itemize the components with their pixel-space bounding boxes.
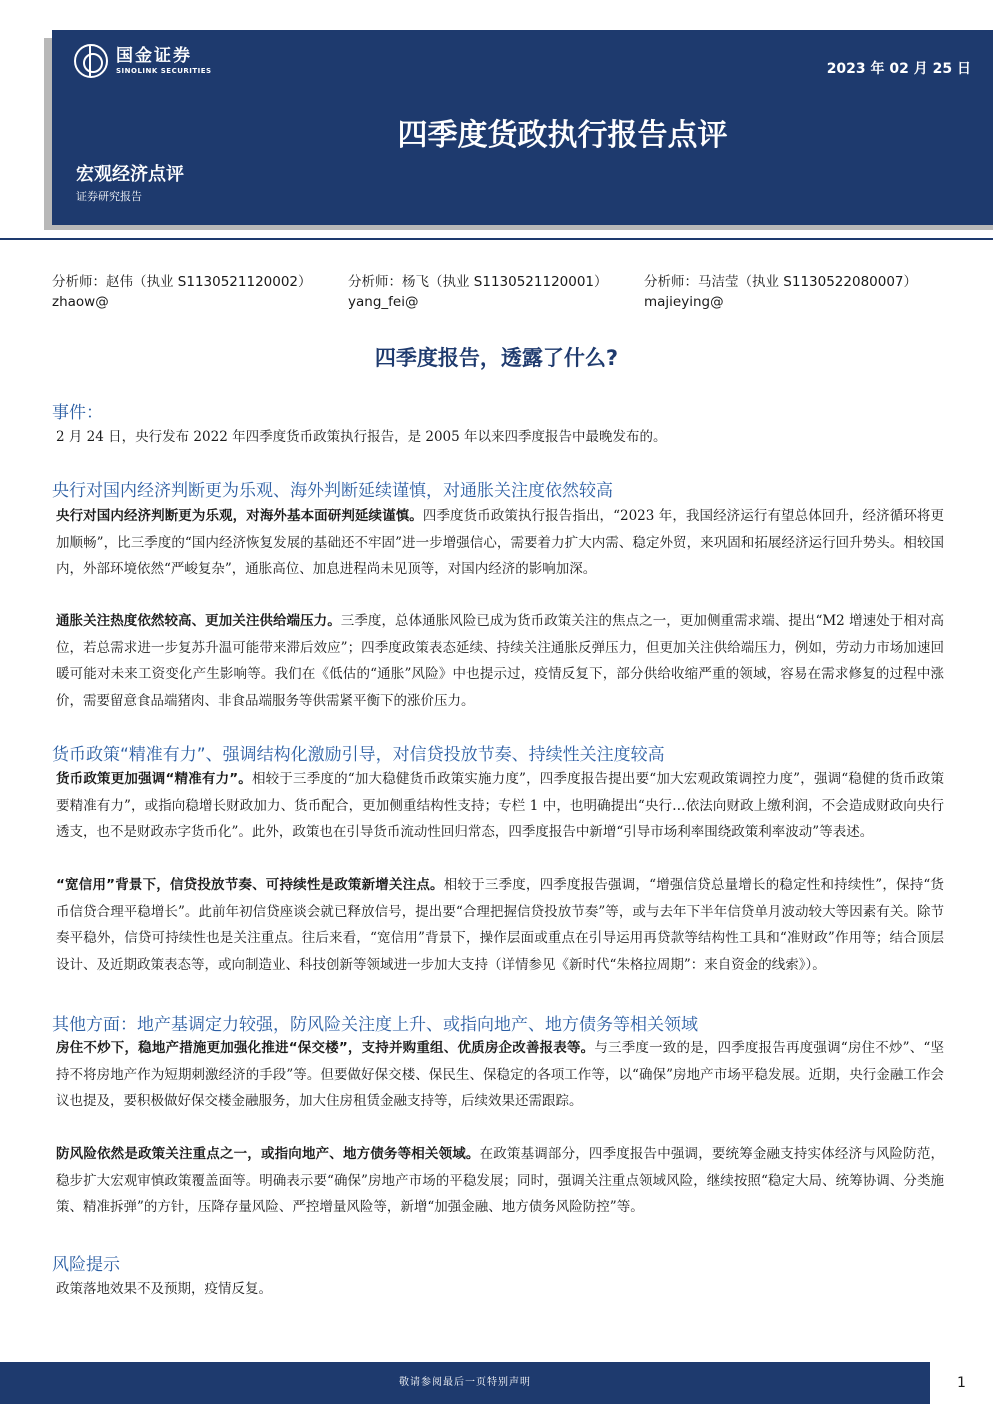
risk-heading: 风险提示 <box>52 1255 120 1275</box>
report-title: 四季度货政执行报告点评 <box>397 118 728 153</box>
paragraph-lead: 央行对国内经济判断更为乐观，对海外基本面研判延续谨慎。 <box>56 508 423 524</box>
analyst-email[interactable]: yang_fei@ <box>348 294 419 310</box>
company-logo <box>74 44 212 78</box>
paragraph-lead: 货币政策更加强调“精准有力”。 <box>56 771 252 787</box>
report-date: 2023 年 02 月 25 日 <box>826 61 971 77</box>
logo-name-en: SINOLINK SECURITIES <box>116 67 212 75</box>
report-category: 宏观经济点评 <box>76 164 184 185</box>
section-heading-monetary: 货币政策“精准有力”、强调结构化激励引导，对信贷投放节奏、持续性关注度较高 <box>52 745 665 765</box>
paragraph <box>56 1141 944 1221</box>
risk-text: 政策落地效果不及预期，疫情反复。 <box>56 1281 272 1297</box>
footer-notice: 敬请参阅最后一页特别声明 <box>0 1362 930 1404</box>
analyst-name: 分析师：马洁莹（执业 S1130522080007） <box>644 274 918 290</box>
paragraph <box>56 608 944 714</box>
report-header <box>52 30 993 225</box>
paragraph-lead: 防风险依然是政策关注重点之一，或指向地产、地方债务等相关领域。 <box>56 1146 480 1162</box>
paragraph-body: 相较于三季度，四季度报告强调，“增强信贷总量增长的稳定性和持续性”，保持“货币信贷合理平稳增长”。此前年初信贷座谈会就已释放信号，提出要“合理把握信贷投放节奏”等，或与去年下半年信贷单月波动较大等因素有关。除节奏平稳外，信贷可持续性也是关注重点。往后来看，“宽信用”背景下，操作层面或重点在引导运用再贷款等结构性工具和“准财政”作用等；结合顶层设计、及近期政策表态等，或向制造业、科技创新等领域进一步加大支持（详情参见《新时代“朱格拉周期”：来自资金的线索》）。 <box>56 877 944 973</box>
paragraph <box>56 766 944 846</box>
paragraph-body: 三季度，总体通胀风险已成为货币政策关注的焦点之一，更加侧重需求端、提出“M2 增速处于相对高位，若总需求进一步复苏升温可能带来滞后效应”；四季度政策表态延续、持续关注通胀反弹压力，但更加关注供给端压力，例如，劳动力市场加速回暖可能对未来工资变化产生影响等。我们在《低估的“通胀”风险》中也提示过，疫情反复下，部分供给收缩严重的领域，容易在需求修复的过程中涨价，需要留意食品端猪肉、非食品端服务等供需紧平衡下的涨价压力。 <box>56 613 944 709</box>
paragraph-body: 相较于三季度的“加大稳健货币政策实施力度”，四季度报告提出要“加大宏观政策调控力度”，强调“稳健的货币政策要精准有力”，或指向稳增长财政加力、货币配合，更加侧重结构性支持；专栏 1 中，也明确提出“央行…依法向财政上缴利润，不会造成财政向央行透支，也不是财政赤字货币化”。此外，政策也在引导货币流动性回归常态，四季度报告中新增“引导市场利率围绕政策利率波动”等表述。 <box>56 771 944 840</box>
analyst-item <box>644 272 940 312</box>
main-title: 四季度报告，透露了什么? <box>374 346 619 370</box>
paragraph <box>56 503 944 583</box>
paragraph-body: 在政策基调部分，四季度报告中强调，要统筹金融支持实体经济与风险防范，稳步扩大宏观审慎政策覆盖面等。明确表示要“确保”房地产市场的平稳发展；同时，强调关注重点领域风险，继续按照“稳定大局、统筹协调、分类施策、精准拆弹”的方针，压降存量风险、严控增量风险等，新增“加强金融、地方债务风险防控”等。 <box>56 1146 945 1215</box>
event-text: 2 月 24 日，央行发布 2022 年四季度货币政策执行报告，是 2005 年以来四季度报告中最晚发布的。 <box>56 429 667 445</box>
report-subcategory: 证券研究报告 <box>76 190 142 203</box>
paragraph-lead: 房住不炒下，稳地产措施更加强化推进“保交楼”，支持并购重组、优质房企改善报表等。 <box>56 1040 595 1056</box>
paragraph <box>56 872 944 978</box>
analyst-item <box>348 272 644 312</box>
analyst-email[interactable]: zhaow@ <box>52 294 109 310</box>
section-heading-other: 其他方面：地产基调定力较强，防风险关注度上升、或指向地产、地方债务等相关领域 <box>52 1015 698 1035</box>
paragraph-lead: 通胀关注热度依然较高、更加关注供给端压力。 <box>56 613 341 629</box>
section-heading-economy: 央行对国内经济判断更为乐观、海外判断延续谨慎，对通胀关注度依然较高 <box>52 481 613 501</box>
header-divider <box>0 238 993 240</box>
paragraph <box>56 1035 944 1115</box>
analyst-item <box>52 272 348 312</box>
paragraph-body: 四季度货币政策执行报告指出，“2023 年，我国经济运行有望总体回升，经济循环将更加顺畅”，比三季度的“国内经济恢复发展的基础还不牢固”进一步增强信心，需要着力扩大内需、稳定外贸，来巩固和拓展经济运行回升势头。相较国内，外部环境依然“严峻复杂”，通胀高位、加息进程尚未见顶等，对国内经济的影响加深。 <box>56 508 944 577</box>
logo-icon <box>74 44 108 78</box>
analyst-email[interactable]: majieying@ <box>644 294 724 310</box>
event-heading: 事件： <box>52 403 103 423</box>
logo-name-cn: 国金证券 <box>116 46 192 66</box>
analyst-name: 分析师：杨飞（执业 S1130521120001） <box>348 274 608 290</box>
analyst-list <box>52 272 952 312</box>
page-number: 1 <box>957 1375 966 1391</box>
paragraph-body: 与三季度一致的是，四季度报告再度强调“房住不炒”、“坚持不将房地产作为短期刺激经济的手段”等。但要做好保交楼、保民生、保稳定的各项工作等，以“确保”房地产市场平稳发展。近期，央行金融工作会议也提及，要积极做好保交楼金融服务，加大住房租赁金融支持等，后续效果还需跟踪。 <box>56 1040 944 1109</box>
analyst-name: 分析师：赵伟（执业 S1130521120002） <box>52 274 312 290</box>
paragraph-lead: “宽信用”背景下，信贷投放节奏、可持续性是政策新增关注点。 <box>56 877 444 893</box>
